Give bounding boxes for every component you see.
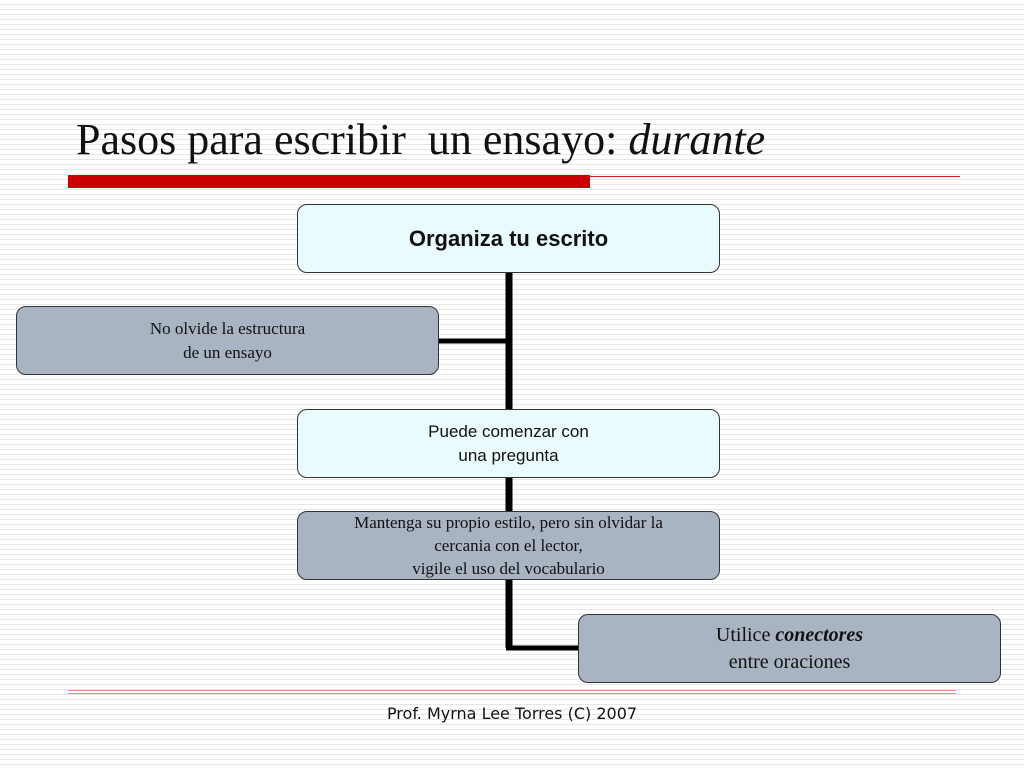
node-estructura (16, 306, 439, 375)
slide-title-main: Pasos para escribir un ensayo: (76, 115, 629, 164)
node-organiza-tu-escrito (297, 204, 720, 273)
node-conectores-emphasis: conectores (775, 623, 864, 646)
node-organiza-label: Organiza tu escrito (408, 225, 609, 251)
node-estilo (297, 511, 720, 580)
node-estilo-line-3: vigile el uso del vocabulario (412, 559, 605, 578)
node-pregunta (297, 409, 720, 478)
node-estructura-line-2: de un ensayo (183, 342, 272, 362)
node-estilo-line-1: Mantenga su propio estilo, pero sin olvidar la (354, 513, 663, 532)
node-estructura-line-1: No olvide la estructura (149, 318, 306, 338)
footer-rule-bottom (68, 693, 956, 694)
node-conectores-line-1 (716, 622, 863, 649)
node-conectores-line-2: entre oraciones (728, 650, 851, 673)
node-pregunta-line-2: una pregunta (458, 445, 559, 465)
footer-credit: Prof. Myrna Lee Torres (C) 2007 (386, 704, 638, 723)
node-estilo-line-2: cercania con el lector, (434, 536, 583, 555)
node-pregunta-line-1: Puede comenzar con (428, 421, 589, 441)
node-conectores-prefix: Utilice (715, 623, 776, 646)
node-conectores (578, 614, 1001, 683)
footer-rule-top (68, 690, 956, 691)
slide-title-emphasis: durante (628, 115, 766, 164)
